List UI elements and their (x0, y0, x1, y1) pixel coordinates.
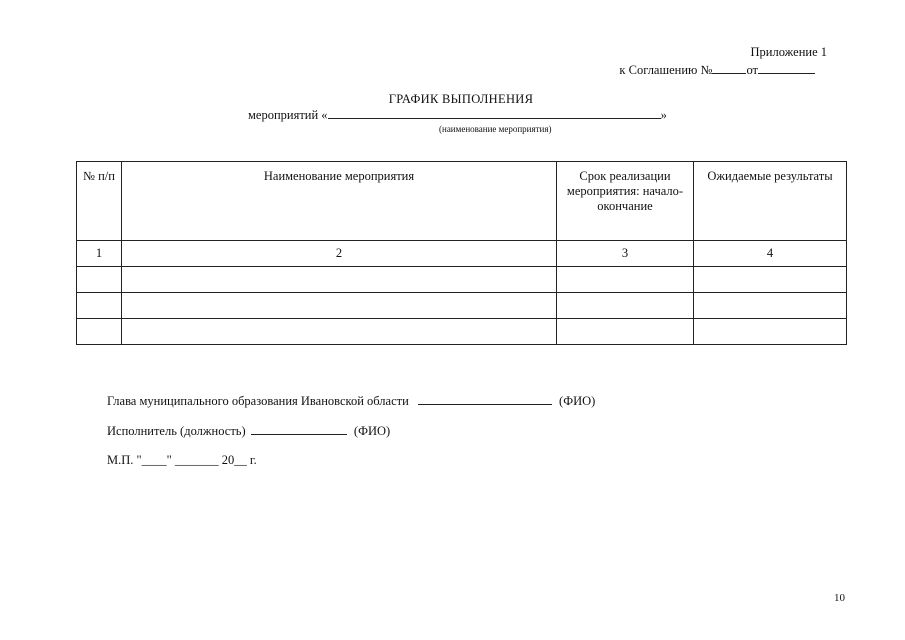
events-suffix: » (660, 108, 667, 122)
agreement-prefix: к Соглашению № (619, 63, 713, 77)
table-cell[interactable] (694, 267, 847, 293)
head-fio-label: (ФИО) (559, 394, 596, 408)
column-number-cell: 3 (557, 241, 694, 267)
table-cell[interactable] (77, 293, 122, 319)
table-cell[interactable] (557, 319, 694, 345)
head-signature-blank (418, 393, 552, 405)
agreement-reference (619, 62, 815, 78)
column-number-cell: 4 (694, 241, 847, 267)
header-number: № п/п (77, 162, 122, 241)
column-number-cell: 1 (77, 241, 122, 267)
event-name-hint: (наименование мероприятия) (439, 124, 552, 134)
header-results: Ожидаемые результаты (694, 162, 847, 241)
header-event-name: Наименование мероприятия (122, 162, 557, 241)
document-title: ГРАФИК ВЫПОЛНЕНИЯ (388, 92, 534, 106)
column-number-cell: 2 (122, 241, 557, 267)
table-cell[interactable] (557, 293, 694, 319)
table-cell[interactable] (77, 267, 122, 293)
table-row (77, 267, 847, 293)
table-cell[interactable] (694, 319, 847, 345)
table-cell[interactable] (122, 319, 557, 345)
executor-label: Исполнитель (должность) (107, 424, 246, 438)
table-cell[interactable] (122, 267, 557, 293)
header-term: Срок реализации мероприятия: начало-окончание (557, 162, 694, 241)
stamp-date-line: М.П. "____" _______ 20__ г. (107, 453, 257, 467)
events-prefix: мероприятий « (248, 108, 328, 122)
table-header-row (77, 162, 847, 241)
agreement-from-label: от (746, 63, 758, 77)
events-name-line (248, 107, 667, 123)
head-label: Глава муниципального образования Ивановской области (107, 394, 409, 408)
agreement-number-blank (712, 62, 746, 74)
table-cell[interactable] (77, 319, 122, 345)
executor-signature-line (107, 423, 390, 439)
executor-fio-label: (ФИО) (353, 424, 391, 438)
table-row (77, 293, 847, 319)
agreement-date-blank (758, 62, 815, 74)
head-signature-line (107, 393, 595, 409)
schedule-table (76, 161, 847, 345)
column-number-row (77, 241, 847, 267)
page-number: 10 (834, 592, 845, 604)
table-cell[interactable] (694, 293, 847, 319)
executor-signature-blank (251, 423, 347, 435)
table-cell[interactable] (122, 293, 557, 319)
table-row (77, 319, 847, 345)
appendix-label: Приложение 1 (750, 45, 827, 59)
event-name-blank (328, 107, 661, 119)
table-cell[interactable] (557, 267, 694, 293)
